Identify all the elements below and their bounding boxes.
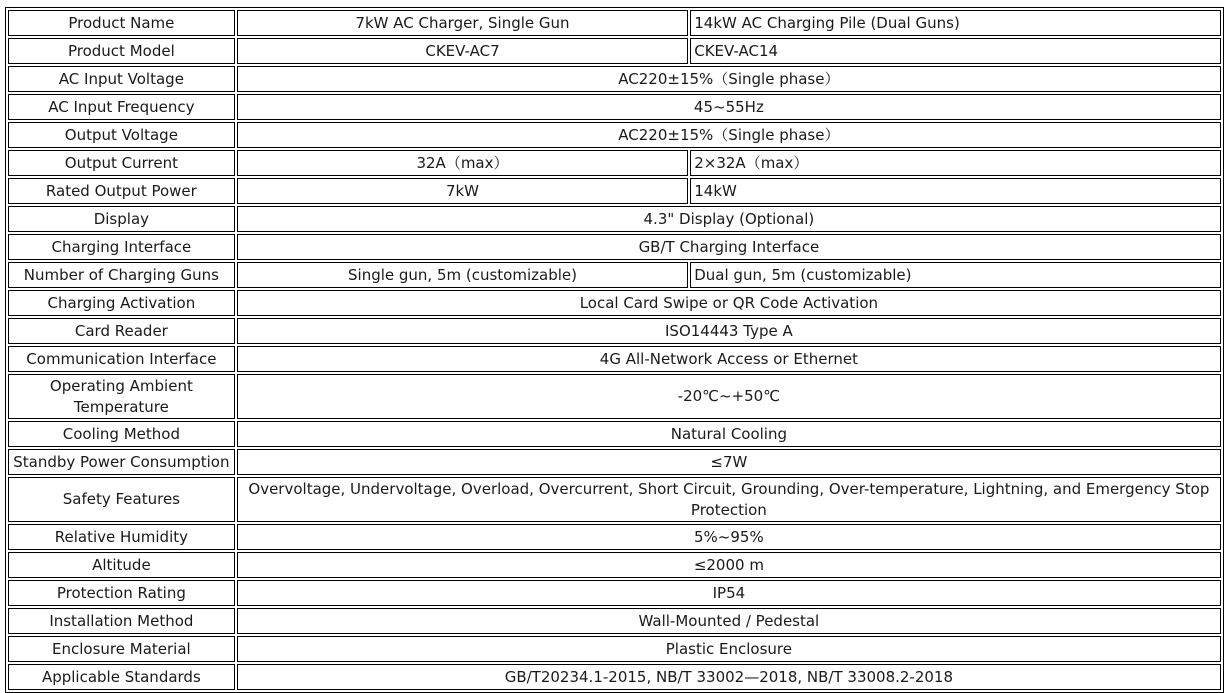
table-row xyxy=(8,178,1221,204)
table-row xyxy=(8,38,1221,64)
shared-value: 4G All-Network Access or Ethernet xyxy=(237,346,1221,372)
table-row xyxy=(8,150,1221,176)
shared-value: Overvoltage, Undervoltage, Overload, Overcurrent, Short Circuit, Grounding, Over-temperature, Lightning, and Emergency Stop Protection xyxy=(237,477,1221,522)
row-label: Installation Method xyxy=(8,608,235,634)
shared-value: ISO14443 Type A xyxy=(237,318,1221,344)
table-row xyxy=(8,122,1221,148)
ac14-value: 14kW xyxy=(690,178,1221,204)
table-row xyxy=(8,374,1221,419)
row-label: Output Current xyxy=(8,150,235,176)
row-label: Charging Activation xyxy=(8,290,235,316)
table-row xyxy=(8,449,1221,475)
table-row xyxy=(8,524,1221,550)
shared-value: ≤7W xyxy=(237,449,1221,475)
row-label: Card Reader xyxy=(8,318,235,344)
table-row xyxy=(8,234,1221,260)
table-row xyxy=(8,262,1221,288)
shared-value: Plastic Enclosure xyxy=(237,636,1221,662)
shared-value: GB/T20234.1-2015, NB/T 33002—2018, NB/T 33008.2-2018 xyxy=(237,664,1221,690)
table-row xyxy=(8,290,1221,316)
shared-value: Local Card Swipe or QR Code Activation xyxy=(237,290,1221,316)
ac7-value: Single gun, 5m (customizable) xyxy=(237,262,688,288)
shared-value: GB/T Charging Interface xyxy=(237,234,1221,260)
ac14-value: 14kW AC Charging Pile (Dual Guns) xyxy=(690,10,1221,36)
ac14-value: 2×32A（max） xyxy=(690,150,1221,176)
row-label: AC Input Voltage xyxy=(8,66,235,92)
shared-value: AC220±15%（Single phase） xyxy=(237,66,1221,92)
ac7-value: CKEV-AC7 xyxy=(237,38,688,64)
shared-value: AC220±15%（Single phase） xyxy=(237,122,1221,148)
table-row xyxy=(8,636,1221,662)
row-label: Relative Humidity xyxy=(8,524,235,550)
table-row xyxy=(8,608,1221,634)
row-label: Enclosure Material xyxy=(8,636,235,662)
row-label: Cooling Method xyxy=(8,421,235,447)
shared-value: -20℃~+50℃ xyxy=(237,374,1221,419)
shared-value: 5%~95% xyxy=(237,524,1221,550)
table-row xyxy=(8,66,1221,92)
table-row xyxy=(8,94,1221,120)
row-label: Product Name xyxy=(8,10,235,36)
shared-value: ≤2000 m xyxy=(237,552,1221,578)
table-row xyxy=(8,664,1221,690)
ac7-value: 7kW xyxy=(237,178,688,204)
table-row xyxy=(8,580,1221,606)
table-row xyxy=(8,10,1221,36)
row-label: Operating Ambient Temperature xyxy=(8,374,235,419)
ac14-value: Dual gun, 5m (customizable) xyxy=(690,262,1221,288)
table-row xyxy=(8,477,1221,522)
row-label: Display xyxy=(8,206,235,232)
ac7-value: 32A（max） xyxy=(237,150,688,176)
ac7-value: 7kW AC Charger, Single Gun xyxy=(237,10,688,36)
shared-value: Natural Cooling xyxy=(237,421,1221,447)
row-label: Rated Output Power xyxy=(8,178,235,204)
table-row xyxy=(8,318,1221,344)
row-label: Number of Charging Guns xyxy=(8,262,235,288)
table-row xyxy=(8,206,1221,232)
row-label: Altitude xyxy=(8,552,235,578)
row-label: Applicable Standards xyxy=(8,664,235,690)
row-label: Protection Rating xyxy=(8,580,235,606)
shared-value: 4.3" Display (Optional) xyxy=(237,206,1221,232)
row-label: AC Input Frequency xyxy=(8,94,235,120)
shared-value: IP54 xyxy=(237,580,1221,606)
shared-value: 45~55Hz xyxy=(237,94,1221,120)
row-label: Product Model xyxy=(8,38,235,64)
table-row xyxy=(8,552,1221,578)
row-label: Standby Power Consumption xyxy=(8,449,235,475)
row-label: Safety Features xyxy=(8,477,235,522)
shared-value: Wall-Mounted / Pedestal xyxy=(237,608,1221,634)
row-label: Communication Interface xyxy=(8,346,235,372)
table-row xyxy=(8,346,1221,372)
spec-table xyxy=(5,7,1224,693)
row-label: Output Voltage xyxy=(8,122,235,148)
table-row xyxy=(8,421,1221,447)
ac14-value: CKEV-AC14 xyxy=(690,38,1221,64)
row-label: Charging Interface xyxy=(8,234,235,260)
